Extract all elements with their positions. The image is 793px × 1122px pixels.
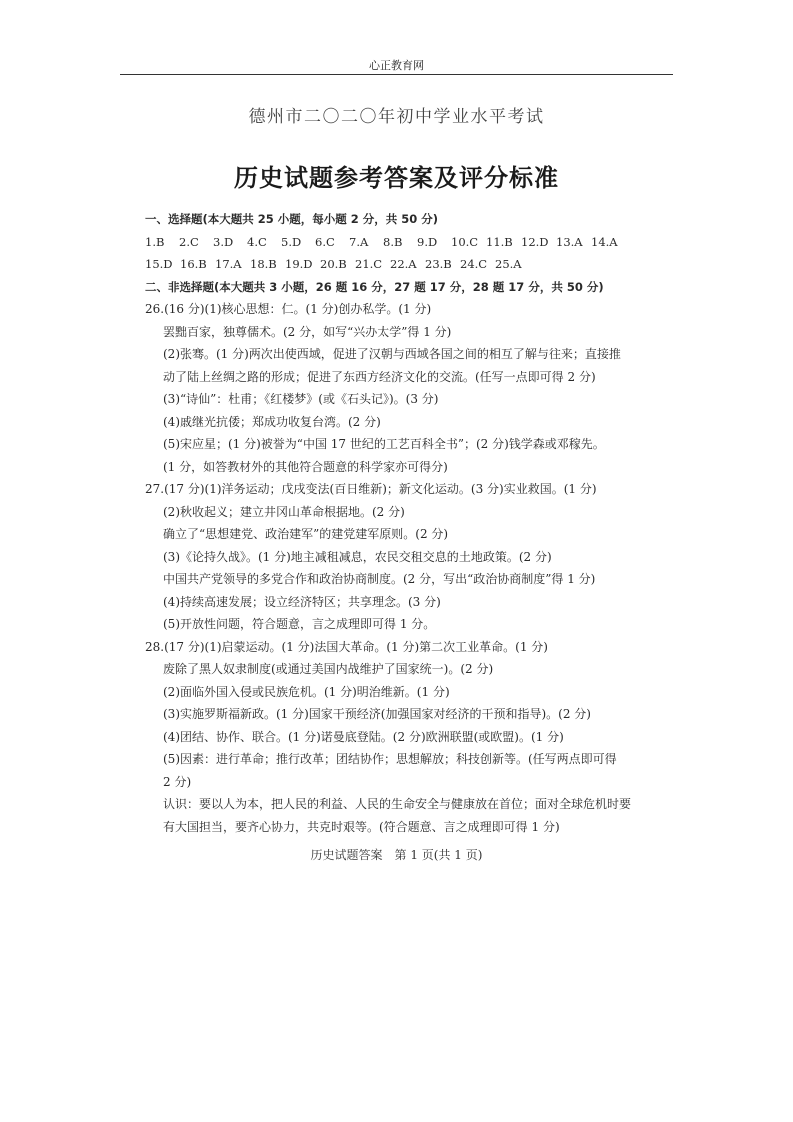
q28-line: (5)因素：进行革命；推行改革；团结协作；思想解放；科技创新等。(任写两点即可得 xyxy=(163,752,617,766)
q28-line: 废除了黑人奴隶制度(或通过美国内战维护了国家统一)。(2 分) xyxy=(163,662,494,676)
q28-line: 2 分) xyxy=(163,774,192,789)
choice-answer: 4.C xyxy=(247,234,267,249)
q28-line: (3)实施罗斯福新政。(1 分)国家干预经济(加强国家对经济的干预和指导)。(2 分) xyxy=(163,707,591,721)
document-title: 历史试题参考答案及评分标准 xyxy=(234,164,559,192)
section1-heading: 一、选择题(本大题共 25 小题，每小题 2 分，共 50 分) xyxy=(145,212,439,226)
q27-line: (3)《论持久战》。(1 分)地主减租减息，农民交租交息的土地政策。(2 分) xyxy=(163,549,552,564)
choice-answers-row-1 xyxy=(145,231,665,254)
choice-answer: 20.B xyxy=(320,257,347,271)
choice-answer: 7.A xyxy=(349,234,369,249)
choice-answer: 1.B xyxy=(145,234,165,249)
choice-answer: 22.A xyxy=(390,257,417,271)
q26-line: (4)戚继光抗倭；郑成功收复台湾。(2 分) xyxy=(163,414,381,429)
choice-answer: 10.C xyxy=(451,234,479,249)
q28-line: (2)面临外国入侵或民族危机。(1 分)明治维新。(1 分) xyxy=(163,684,450,699)
choice-answer: 15.D xyxy=(145,257,173,271)
header-divider xyxy=(120,74,673,75)
q28-line: 有大国担当，要齐心协力，共克时艰等。(符合题意、言之成理即可得 1 分) xyxy=(163,819,560,834)
q27-line: 确立了“思想建党、政治建军”的建党建军原则。(2 分) xyxy=(163,527,449,541)
q26-line: (1 分，如答教材外的其他符合题意的科学家亦可得分) xyxy=(163,459,448,474)
choice-answer: 5.D xyxy=(281,234,302,249)
choice-answer: 2.C xyxy=(179,234,199,249)
q28-line: 28.(17 分)(1)启蒙运动。(1 分)法国大革命。(1 分)第二次工业革命。(1 分) xyxy=(145,639,548,654)
choice-answer: 17.A xyxy=(215,257,242,271)
choice-answer: 13.A xyxy=(556,234,583,249)
choice-answers-row-2 xyxy=(145,253,665,276)
q27-line: 中国共产党领导的多党合作和政治协商制度。(2 分，写出“政治协商制度”得 1 分) xyxy=(163,572,596,586)
choice-answer: 12.D xyxy=(521,234,549,249)
choice-answer: 3.D xyxy=(213,234,234,249)
choice-answer: 16.B xyxy=(180,257,207,271)
choice-answer: 14.A xyxy=(591,234,618,249)
q27-line: (5)开放性问题，符合题意，言之成理即可得 1 分。 xyxy=(163,617,436,631)
choice-answer: 21.C xyxy=(355,257,383,271)
exam-title: 德州市二〇二〇年初中学业水平考试 xyxy=(248,107,545,127)
choice-answer: 8.B xyxy=(383,234,403,249)
choice-answer: 9.D xyxy=(417,234,438,249)
q27-line: (2)秋收起义；建立井冈山革命根据地。(2 分) xyxy=(163,504,405,519)
q26-line: (2)张骞。(1 分)两次出使西域，促进了汉朝与西域各国之间的相互了解与往来；直接推 xyxy=(163,347,621,361)
q26-line: 动了陆上丝绸之路的形成；促进了东西方经济文化的交流。(任写一点即可得 2 分) xyxy=(163,369,596,384)
choice-answer: 6.C xyxy=(315,234,335,249)
q26-line: (5)宋应星；(1 分)被誉为“中国 17 世纪的工艺百科全书”；(2 分)钱学森或邓稼先。 xyxy=(163,437,605,451)
choice-answer: 19.D xyxy=(285,257,313,271)
page-footer: 历史试题答案 第 1 页(共 1 页) xyxy=(310,848,483,862)
choice-answer: 11.B xyxy=(486,234,513,249)
q27-line: (4)持续高速发展；设立经济特区；共享理念。(3 分) xyxy=(163,594,441,609)
q26-line: 罢黜百家，独尊儒术。(2 分，如写“兴办太学”得 1 分) xyxy=(163,324,452,339)
q28-line: (4)团结、协作、联合。(1 分)诺曼底登陆。(2 分)欧洲联盟(或欧盟)。(1 分) xyxy=(163,729,564,744)
answer-content xyxy=(145,208,665,838)
choice-answer: 23.B xyxy=(425,257,452,271)
q28-line: 认识：要以人为本，把人民的利益、人民的生命安全与健康放在首位；面对全球危机时要 xyxy=(163,797,632,811)
choice-answer: 24.C xyxy=(460,257,488,271)
header-site-name: 心正教育网 xyxy=(369,59,424,72)
choice-answer: 25.A xyxy=(495,257,522,271)
q26-line: (3)“诗仙”：杜甫；《红楼梦》(或《石头记》)。(3 分) xyxy=(163,392,439,406)
q27-line: 27.(17 分)(1)洋务运动；戊戌变法(百日维新)；新文化运动。(3 分)实业救国。(1 分) xyxy=(145,482,597,496)
section2-heading: 二、非选择题(本大题共 3 小题，26 题 16 分，27 题 17 分，28 题 17 分，共 50 分) xyxy=(145,279,604,294)
choice-answer: 18.B xyxy=(250,257,277,271)
q26-line: 26.(16 分)(1)核心思想：仁。(1 分)创办私学。(1 分) xyxy=(145,302,432,316)
